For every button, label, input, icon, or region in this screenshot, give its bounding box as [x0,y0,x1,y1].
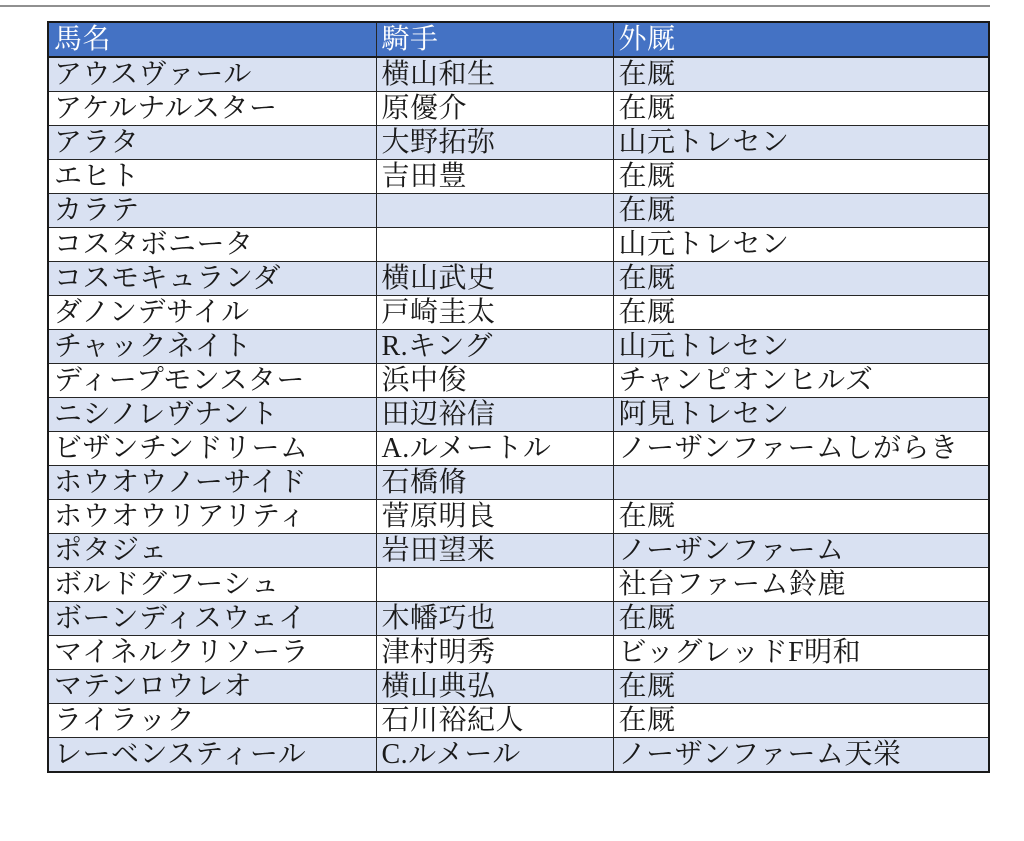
horse-name-cell: ホウオウノーサイド [48,466,376,500]
horse-name-cell: カラテ [48,194,376,228]
horse-name-cell: コスモキュランダ [48,262,376,296]
horse-name-cell: マテンロウレオ [48,670,376,704]
stable-cell: ビッグレッドF明和 [613,636,989,670]
stable-cell: 在厩 [613,704,989,738]
jockey-cell: 原優介 [376,92,613,126]
horse-name-cell: アラタ [48,126,376,160]
table-row [48,194,989,228]
table-row [48,534,989,568]
top-divider-line [0,5,990,7]
stable-cell: 山元トレセン [613,126,989,160]
table-row [48,126,989,160]
col-header-horse-name: 馬名 [48,22,376,57]
jockey-cell [376,194,613,228]
stable-cell: 在厩 [613,92,989,126]
table-row [48,466,989,500]
table-row [48,228,989,262]
horse-name-cell: マイネルクリソーラ [48,636,376,670]
horse-name-cell: ライラック [48,704,376,738]
horse-name-cell: コスタボニータ [48,228,376,262]
jockey-cell: 菅原明良 [376,500,613,534]
stable-cell: チャンピオンヒルズ [613,364,989,398]
stable-cell: 在厩 [613,262,989,296]
horse-name-cell: ポタジェ [48,534,376,568]
horse-name-cell: ビザンチンドリーム [48,432,376,466]
stable-cell: 山元トレセン [613,228,989,262]
horse-name-cell: ディープモンスター [48,364,376,398]
table-row [48,602,989,636]
stable-cell: ノーザンファーム [613,534,989,568]
jockey-cell: C.ルメール [376,738,613,773]
table-row [48,670,989,704]
horse-name-cell: アケルナルスター [48,92,376,126]
jockey-cell: R.キング [376,330,613,364]
table-header-row [48,22,989,57]
horse-name-cell: ホウオウリアリティ [48,500,376,534]
jockey-cell: A.ルメートル [376,432,613,466]
table-row [48,296,989,330]
jockey-cell: 横山和生 [376,57,613,92]
jockey-cell: 田辺裕信 [376,398,613,432]
jockey-cell: 吉田豊 [376,160,613,194]
table-row [48,432,989,466]
stable-cell: 阿見トレセン [613,398,989,432]
table-row [48,364,989,398]
jockey-cell [376,228,613,262]
jockey-cell: 戸崎圭太 [376,296,613,330]
table-row [48,160,989,194]
jockey-cell: 津村明秀 [376,636,613,670]
horse-name-cell: レーベンスティール [48,738,376,773]
horse-name-cell: アウスヴァール [48,57,376,92]
stable-cell: 在厩 [613,296,989,330]
stable-cell: 在厩 [613,670,989,704]
table-row [48,636,989,670]
table-body [48,57,989,772]
horse-stable-table [47,21,990,773]
table-row [48,500,989,534]
table-row [48,568,989,602]
horse-name-cell: チャックネイト [48,330,376,364]
stable-cell: 社台ファーム鈴鹿 [613,568,989,602]
jockey-cell: 木幡巧也 [376,602,613,636]
horse-name-cell: ボーンディスウェイ [48,602,376,636]
jockey-cell: 石川裕紀人 [376,704,613,738]
stable-cell: 山元トレセン [613,330,989,364]
jockey-cell [376,568,613,602]
table-row [48,704,989,738]
col-header-jockey: 騎手 [376,22,613,57]
table-row [48,330,989,364]
table-row [48,738,989,773]
horse-name-cell: ニシノレヴナント [48,398,376,432]
stable-cell: 在厩 [613,500,989,534]
horse-name-cell: エヒト [48,160,376,194]
jockey-cell: 横山武史 [376,262,613,296]
horse-name-cell: ボルドグフーシュ [48,568,376,602]
jockey-cell: 岩田望来 [376,534,613,568]
table-row [48,92,989,126]
jockey-cell: 横山典弘 [376,670,613,704]
horse-name-cell: ダノンデサイル [48,296,376,330]
stable-cell: ノーザンファームしがらき [613,432,989,466]
stable-cell [613,466,989,500]
stable-cell: 在厩 [613,602,989,636]
jockey-cell: 浜中俊 [376,364,613,398]
col-header-ext-stable: 外厩 [613,22,989,57]
jockey-cell: 石橋脩 [376,466,613,500]
stable-cell: ノーザンファーム天栄 [613,738,989,773]
table-row [48,398,989,432]
table-row [48,262,989,296]
stable-cell: 在厩 [613,57,989,92]
table-row [48,57,989,92]
stable-cell: 在厩 [613,194,989,228]
stable-cell: 在厩 [613,160,989,194]
jockey-cell: 大野拓弥 [376,126,613,160]
